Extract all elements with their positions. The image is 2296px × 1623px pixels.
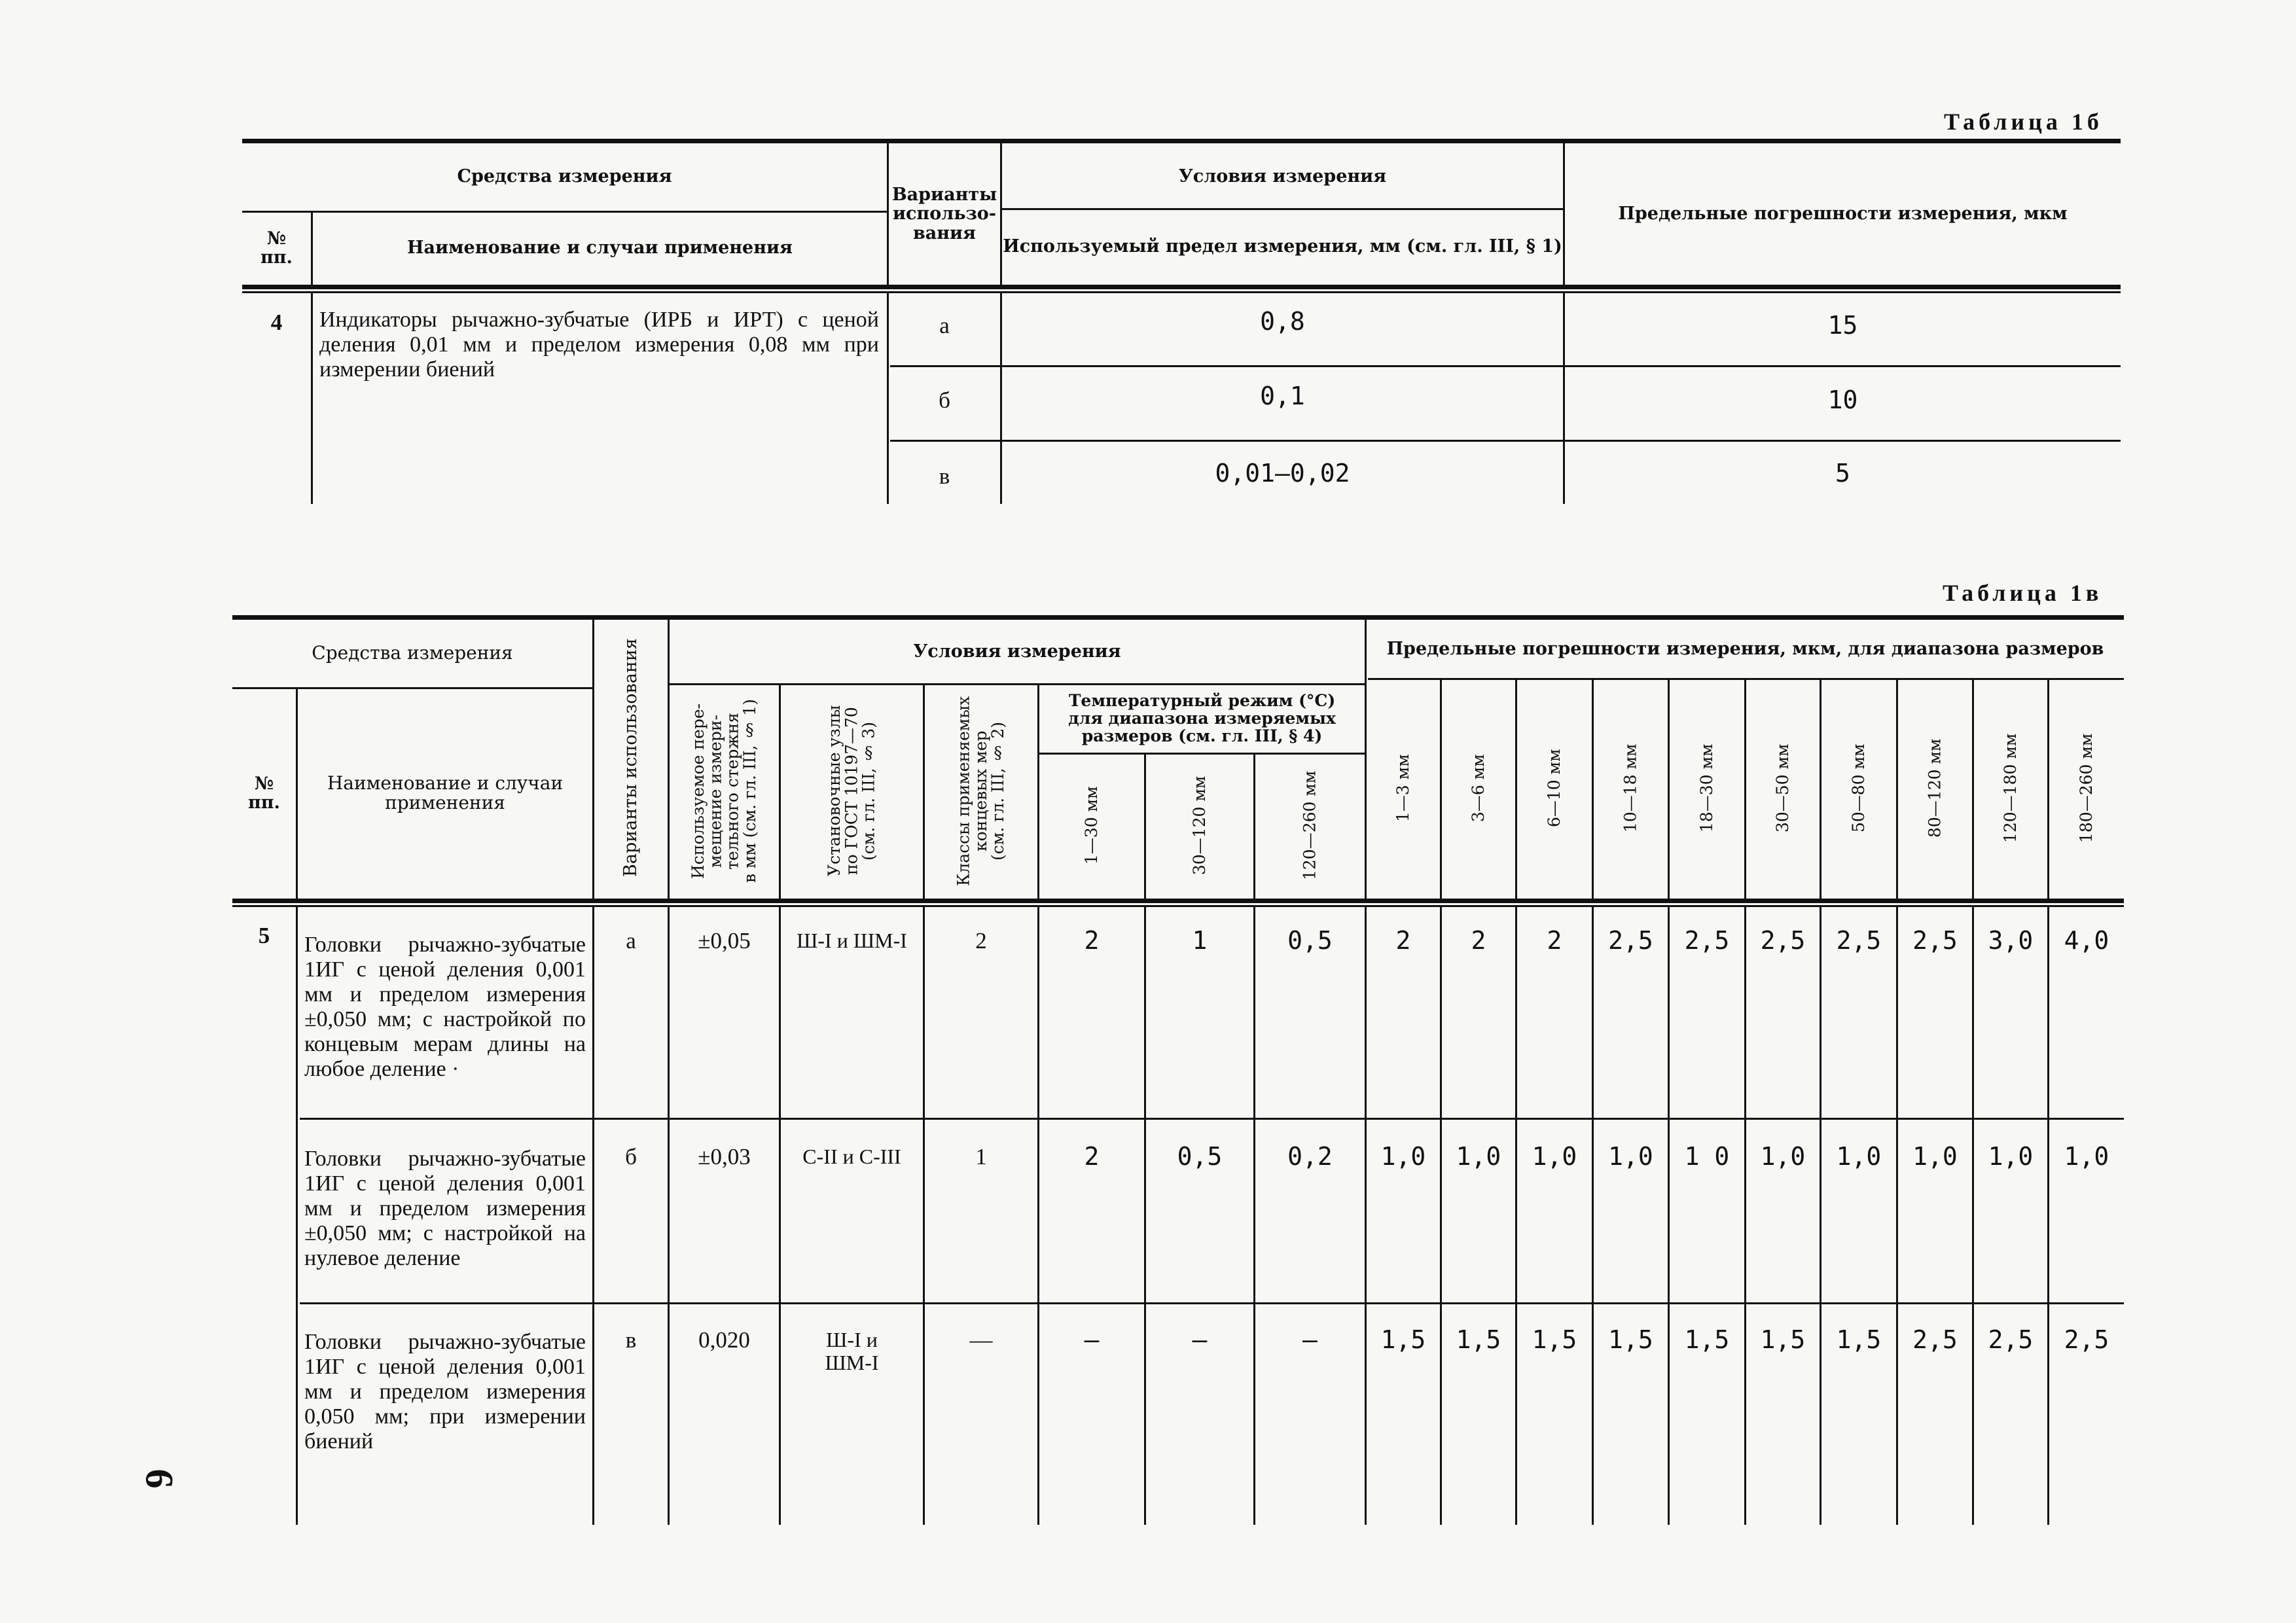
column-header-variants: Варианты использо- вания	[891, 185, 997, 243]
column-header-setup: Установочные узлы по ГОСТ 10197—70 (см. гл. III, § 3)	[825, 705, 878, 877]
column-header-size-range: 120—180 мм	[2000, 733, 2020, 844]
error-value: 1,5	[1608, 1325, 1653, 1354]
error-value: 1,5	[1532, 1325, 1577, 1354]
column-header-size-range: 6—10 мм	[1544, 749, 1564, 828]
variant-label: б	[939, 387, 950, 414]
setup-value: С-II и С-III	[802, 1145, 901, 1169]
column-header-temp-range: 30—120 мм	[1189, 776, 1209, 876]
error-value: 1,0	[1456, 1141, 1501, 1171]
column-header-errors: Предельные погрешности измерения, мкм	[1618, 204, 2068, 224]
displacement-value: 0,020	[698, 1327, 750, 1353]
temp-value: 2	[1084, 925, 1100, 955]
class-value: 1	[975, 1143, 987, 1169]
error-value: 1 0	[1684, 1141, 1730, 1171]
column-header-size-range: 80—120 мм	[1925, 738, 1945, 838]
column-header-size-range: 3—6 мм	[1468, 754, 1488, 823]
column-header-size-range: 10—18 мм	[1621, 743, 1640, 833]
variant-label: а	[626, 927, 636, 954]
error-value: 2	[1547, 925, 1562, 955]
table-1v-title: Таблица 1в	[1943, 580, 2103, 606]
column-header-limit: Используемый предел измерения, мм (см. гл. III, § 1)	[1003, 236, 1562, 257]
error-value: 2,5	[1760, 925, 1806, 955]
column-header-size-range: 1—3 мм	[1393, 754, 1412, 823]
column-header-conditions: Условия измерения	[913, 641, 1121, 662]
variant-label: в	[625, 1327, 637, 1353]
error-value: 2,5	[2064, 1325, 2109, 1354]
temp-value: —	[1084, 1325, 1100, 1354]
error-value: 1,0	[1608, 1141, 1653, 1171]
column-header-size-range: 30—50 мм	[1772, 743, 1792, 833]
error-value: 2,5	[1684, 925, 1730, 955]
error-value: 1,0	[2064, 1141, 2109, 1171]
measurement-limit: 0,8	[1260, 307, 1305, 336]
measurement-error: 15	[1827, 311, 1858, 340]
error-value: 2,5	[1608, 925, 1653, 955]
temp-value: 0,5	[1287, 925, 1333, 955]
error-value: 1,0	[1836, 1141, 1882, 1171]
row-number: 5	[258, 923, 270, 949]
error-value: 2,5	[1912, 925, 1958, 955]
setup-value: Ш-I и ШМ-I	[825, 1328, 879, 1374]
column-header-displacement: Используемое пере- мещение измери- тельного стержня в мм (см. гл. III, § 1)	[689, 699, 759, 883]
error-value: 1,5	[1380, 1325, 1426, 1354]
instrument-description: Головки рычажно-зубчатые 1ИГ с ценой деления 0,001 мм и пределом измерения ±0,050 мм; с настройкой на нулевое деление	[304, 1147, 586, 1270]
instrument-description: Индикаторы рычажно-зубчатые (ИРБ и ИРТ) с ценой деления 0,01 мм и пределом измерения 0,08 мм при измерении биений	[319, 308, 879, 382]
column-header-size-range: 180—260 мм	[2076, 733, 2096, 844]
column-header-no: № пп.	[248, 773, 280, 813]
column-header-temp-range: 1—30 мм	[1081, 786, 1101, 865]
column-header-name: Наименование и случаи применения	[407, 238, 793, 259]
instrument-description: Головки рычажно-зубчатые 1ИГ с ценой деления 0,001 мм и пределом измерения ±0,050 мм; с настройкой по концевым мерам длины на любое деление ·	[304, 933, 586, 1081]
error-value: 1,5	[1836, 1325, 1882, 1354]
table-1b-title: Таблица 1б	[1944, 109, 2103, 135]
column-header-classes: Классы применяемых концевых мер (см. гл. III, § 2)	[954, 696, 1008, 886]
error-value: 2	[1471, 925, 1486, 955]
column-header-temp-range: 120—260 мм	[1300, 770, 1319, 881]
class-value: —	[969, 1327, 993, 1353]
error-value: 3,0	[1988, 925, 2034, 955]
column-header-tools: Средства измерения	[312, 641, 513, 664]
error-value: 1,5	[1760, 1325, 1806, 1354]
variant-label: б	[625, 1143, 637, 1169]
error-value: 1,0	[1912, 1141, 1958, 1171]
column-header-conditions: Условия измерения	[1178, 166, 1387, 187]
variant-label: а	[939, 313, 950, 339]
error-value: 1,5	[1456, 1325, 1501, 1354]
instrument-description: Головки рычажно-зубчатые 1ИГ с ценой деления 0,001 мм и пределом измерения 0,050 мм; при измерении биений	[304, 1330, 586, 1454]
displacement-value: ±0,03	[698, 1143, 751, 1169]
error-value: 1,0	[1380, 1141, 1426, 1171]
column-header-temp: Температурный режим (°С) для диапазона измеряемых размеров (см. гл. III, § 4)	[1068, 690, 1336, 745]
displacement-value: ±0,05	[698, 927, 751, 954]
error-value: 1,5	[1684, 1325, 1730, 1354]
temp-value: —	[1192, 1325, 1208, 1354]
error-value: 2,5	[1912, 1325, 1958, 1354]
row-number: 4	[270, 310, 283, 336]
column-header-name: Наименование и случаи применения	[327, 772, 564, 813]
class-value: 2	[975, 927, 987, 954]
measurement-error: 10	[1827, 385, 1858, 415]
column-header-size-range: 50—80 мм	[1848, 743, 1868, 833]
error-value: 1,0	[1988, 1141, 2034, 1171]
error-value: 4,0	[2064, 925, 2109, 955]
temp-value: 0,5	[1177, 1141, 1223, 1171]
error-value: 1,0	[1760, 1141, 1806, 1171]
column-header-tools: Средства измерения	[457, 166, 672, 187]
column-header-variants: Варианты использования	[620, 638, 641, 878]
setup-value: Ш-I и ШМ-I	[797, 929, 907, 953]
error-value: 2	[1395, 925, 1411, 955]
error-value: 2,5	[1988, 1325, 2034, 1354]
measurement-limit: 0,01—0,02	[1215, 459, 1350, 488]
column-header-size-range: 18—30 мм	[1696, 743, 1716, 833]
error-value: 2,5	[1836, 925, 1882, 955]
column-header-no: № пп.	[260, 228, 293, 268]
column-header-errors: Предельные погрешности измерения, мкм, для диапазона размеров	[1386, 639, 2104, 660]
variant-label: в	[939, 463, 950, 490]
temp-value: 2	[1084, 1141, 1100, 1171]
error-value: 1,0	[1532, 1141, 1577, 1171]
measurement-limit: 0,1	[1260, 382, 1305, 411]
temp-value: —	[1302, 1325, 1318, 1354]
temp-value: 0,2	[1287, 1141, 1333, 1171]
temp-value: 1	[1192, 925, 1208, 955]
measurement-error: 5	[1835, 459, 1850, 488]
page-number: 6	[137, 1469, 181, 1489]
